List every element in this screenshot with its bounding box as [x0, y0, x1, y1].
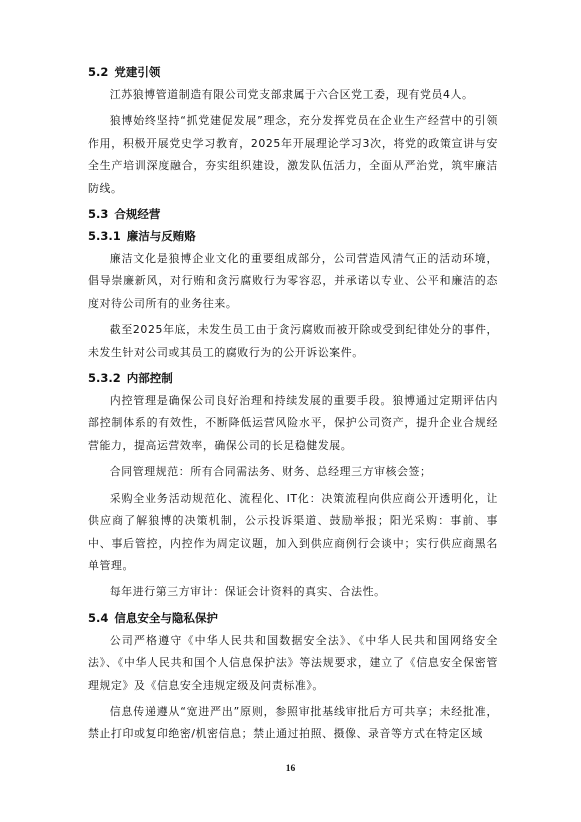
section-number: 5.3.1 — [88, 229, 121, 244]
section-number: 5.2 — [88, 65, 109, 79]
section-number: 5.3 — [88, 207, 109, 222]
body-paragraph: 信息传递遵从“宽进严出”原则，参照审批基线审批后方可共享；未经批准，禁止打印或复印绝密/机密信息；禁止通过拍照、摄像、录音等方式在特定区域 — [88, 704, 498, 741]
body-paragraph: 狼博始终坚持“抓党建促发展”理念，充分发挥党员在企业生产经营中的引领作用，积极开展党史学习教育，2025年开展理论学习3次，将党的政策宣讲与安全生产培训深度融合，夯实组织建设，激发队伍活力，全面从严治党，筑牢廉洁防线。 — [88, 114, 498, 195]
page-content — [88, 60, 498, 750]
section-title: 廉洁与反贿赂 — [126, 229, 196, 244]
body-paragraph: 合同管理规范：所有合同需法务、财务、总经理三方审核会签； — [109, 465, 432, 479]
section-number: 5.4 — [88, 610, 109, 625]
section-number: 5.3.2 — [88, 371, 121, 386]
body-paragraph: 江苏狼博管道制造有限公司党支部隶属于六合区党工委，现有党员4人。 — [109, 88, 474, 101]
body-paragraph: 廉洁文化是狼博企业文化的重要组成部分，公司营造风清气正的活动环境，倡导崇廉新风，对行贿和贪污腐败行为零容忍，并承诺以专业、公平和廉洁的态度对待公司所有的业务往来。 — [88, 252, 498, 310]
body-paragraph: 每年进行第三方审计：保证会计资料的真实、合法性。 — [109, 585, 386, 599]
section-title: 党建引领 — [114, 65, 161, 79]
section-heading — [88, 204, 498, 224]
page-number: 16 — [285, 764, 296, 774]
section-title: 内部控制 — [126, 371, 173, 386]
section-heading — [88, 608, 498, 628]
section-heading — [88, 226, 498, 246]
body-paragraph: 内控管理是确保公司良好治理和持续发展的重要手段。狼博通过定期评估内部控制体系的有效性，不断降低运营风险水平，保护公司资产，提升企业合规经营能力，提高运营效率，确保公司的长足稳健发展。 — [88, 394, 498, 452]
section-title: 合规经营 — [114, 207, 161, 222]
section-heading — [88, 62, 498, 82]
section-heading — [88, 368, 498, 388]
body-paragraph: 采购全业务活动规范化、流程化、IT化：决策流程向供应商公开透明化，让供应商了解狼博的决策机制，公示投诉渠道、鼓励举报；阳光采购：事前、事中、事后管控，内控作为周定议题，加入到供应商例行会谈中；实行供应商黑名单管理。 — [88, 491, 498, 572]
body-paragraph: 公司严格遵守《中华人民共和国数据安全法》、《中华人民共和国网络安全法》、《中华人民共和国个人信息保护法》等法规要求，建立了《信息安全保密管理规定》及《信息安全违规定级及问责标准》。 — [88, 633, 498, 692]
body-paragraph: 截至2025年底，未发生员工由于贪污腐败而被开除或受到纪律处分的事件，未发生针对公司或其员工的腐败行为的公开诉讼案件。 — [88, 323, 498, 359]
section-title: 信息安全与隐私保护 — [114, 610, 218, 625]
